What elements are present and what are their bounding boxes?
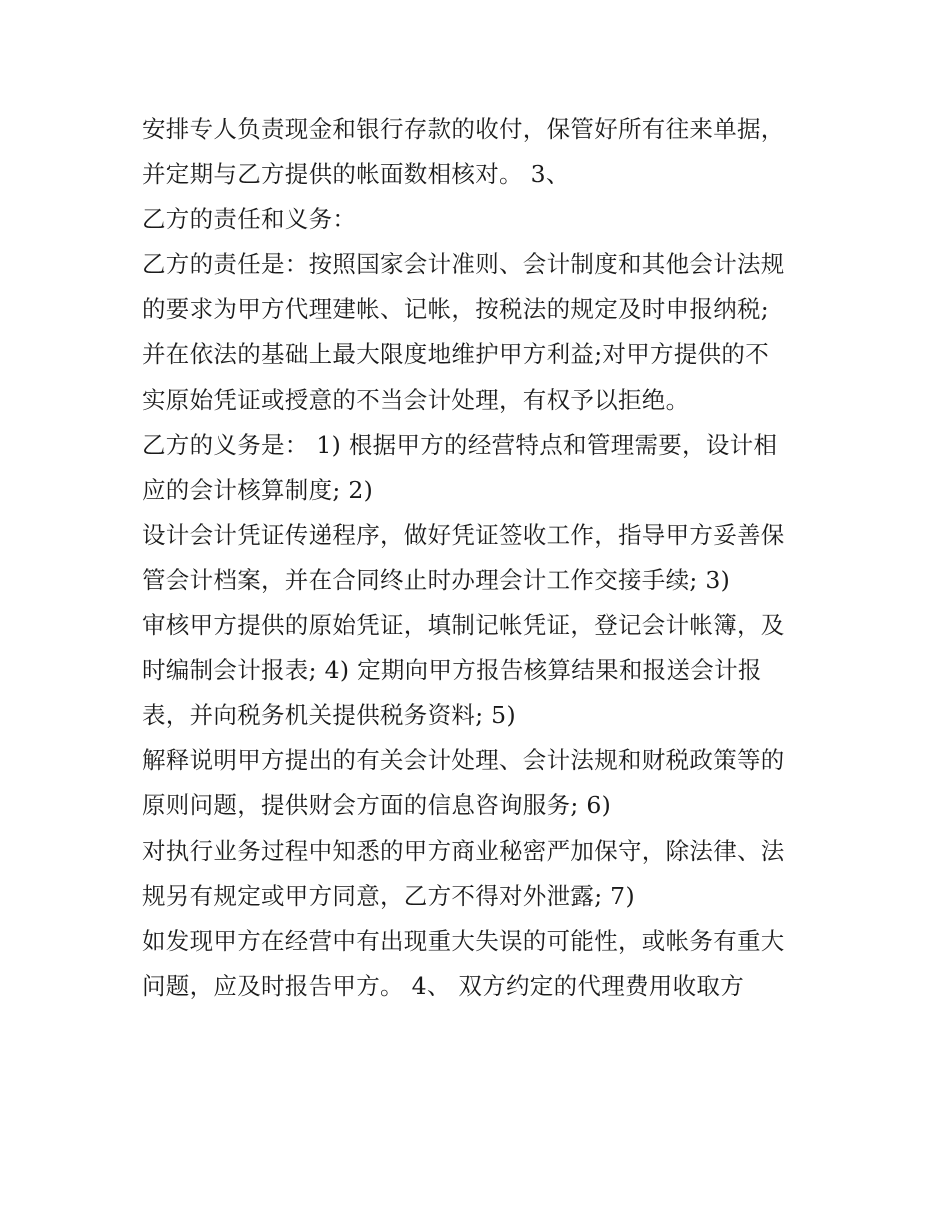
text-line: 审核甲方提供的原始凭证，填制记帐凭证，登记会计帐簿，及 [142,611,785,640]
text-line: 解释说明甲方提出的有关会计处理、会计法规和财税政策等的 [142,746,785,775]
text-line: 应的会计核算制度; 2) [142,475,374,504]
text-line: 问题，应及时报告甲方。 4、 双方约定的代理费用收取方 [142,971,744,1000]
text-line: 对执行业务过程中知悉的甲方商业秘密严加保守，除法律、法 [142,836,785,865]
document-body [142,108,832,1010]
text-line: 表，并向税务机关提供税务资料; 5) [142,701,516,730]
text-line: 原则问题，提供财会方面的信息咨询服务; 6) [142,791,612,820]
text-line: 设计会计凭证传递程序，做好凭证签收工作，指导甲方妥善保 [142,520,785,549]
text-line: 乙方的义务是： 1) 根据甲方的经营特点和管理需要，设计相 [142,430,778,459]
text-line: 如发现甲方在经营中有出现重大失误的可能性，或帐务有重大 [142,926,785,955]
text-line: 规另有规定或甲方同意，乙方不得对外泄露; 7) [142,881,635,910]
text-line: 实原始凭证或授意的不当会计处理，有权予以拒绝。 [142,385,690,414]
section-heading: 乙方的责任和义务： [142,205,357,234]
text-line: 安排专人负责现金和银行存款的收付，保管好所有往来单据， [142,115,785,143]
text-line: 并在依法的基础上最大限度地维护甲方利益;对甲方提供的不 [142,340,770,369]
text-line: 管会计档案，并在合同终止时办理会计工作交接手续; 3) [142,565,731,594]
text-line: 并定期与乙方提供的帐面数相核对。 3、 [142,160,570,189]
text-line: 的要求为甲方代理建帐、记帐，按税法的规定及时申报纳税; [142,295,770,324]
text-line: 时编制会计报表; 4) 定期向甲方报告核算结果和报送会计报 [142,656,762,685]
text-line: 乙方的责任是：按照国家会计准则、会计制度和其他会计法规 [142,250,785,279]
